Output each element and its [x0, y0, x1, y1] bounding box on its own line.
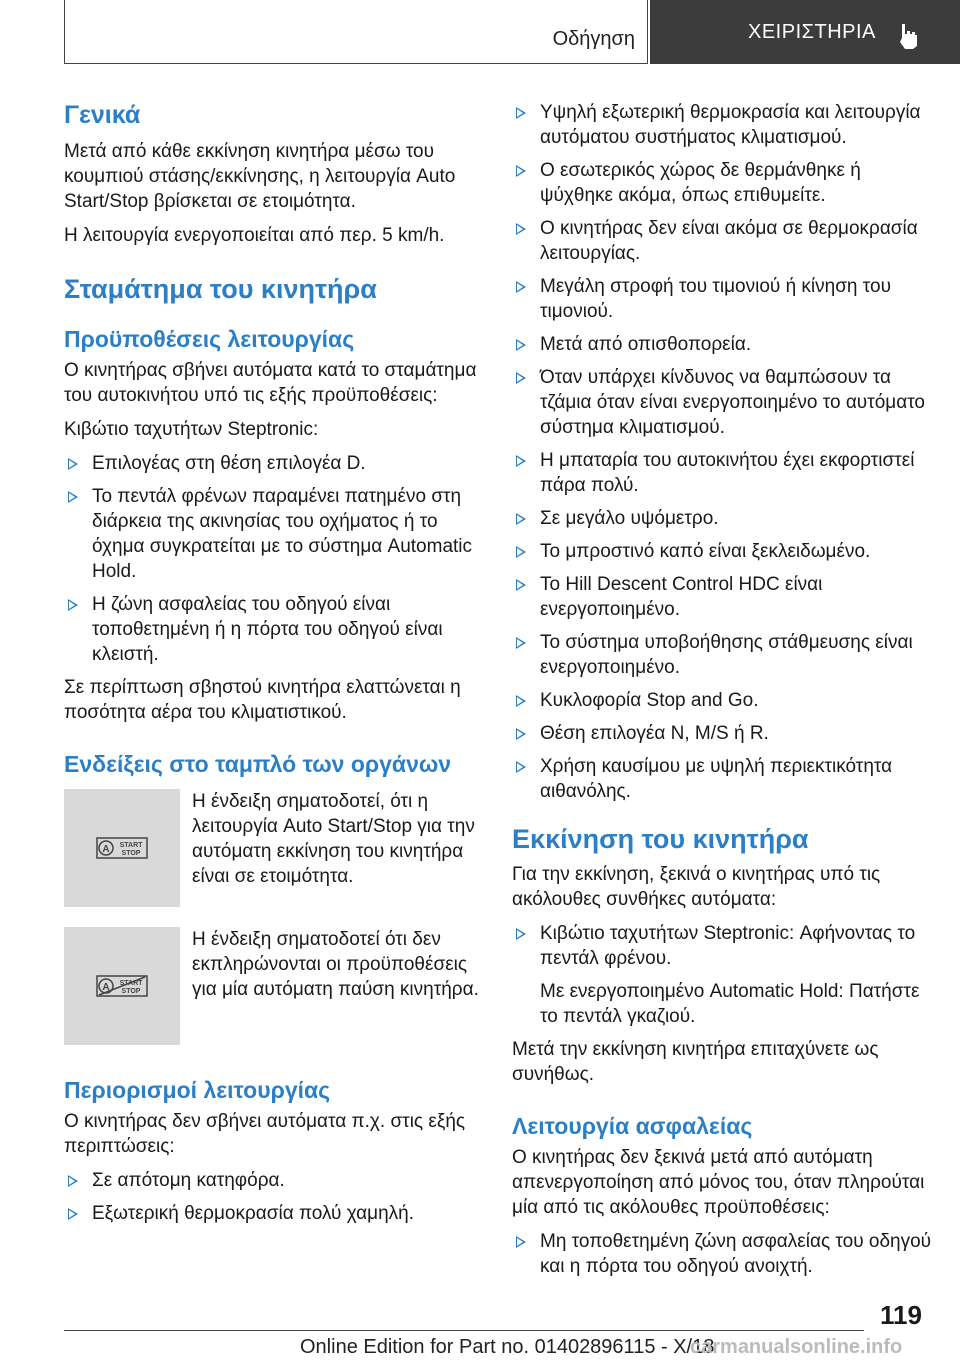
svg-text:STOP: STOP	[121, 850, 141, 857]
safety-heading: Λειτουργία ασφαλείας	[512, 1113, 753, 1139]
indicator-image	[64, 927, 180, 1045]
prereq-heading: Προϋποθέσεις λειτουργίας	[64, 326, 355, 352]
auto-start-stop-icon	[96, 837, 148, 859]
stop-heading: Σταμάτημα του κινητήρα	[64, 274, 377, 304]
indicator-not-available-text: Η ένδειξη σηματοδοτεί ότι δεν εκπληρώνονται οι προϋποθέσεις για μία αυτόματη παύση κινητήρα.	[192, 929, 479, 1000]
prereq-paragraph-2: Κιβώτιο ταχυτήτων Steptronic:	[64, 419, 319, 440]
list-item: Το Hill Descent Control HDC είναι ενεργοποιημένο.	[512, 572, 932, 622]
list-item: Σε απότομη κατηφόρα.	[64, 1168, 484, 1193]
limits-list-left	[64, 1168, 484, 1226]
limits-paragraph-1: Ο κινητήρας δεν σβήνει αυτόματα π.χ. στις εξής περιπτώσεις:	[64, 1111, 466, 1157]
list-item: Μεγάλη στροφή του τιμονιού ή κίνηση του τιμονιού.	[512, 274, 932, 324]
indicator-ready	[64, 789, 484, 907]
start-heading: Εκκίνηση του κινητήρα	[512, 824, 809, 854]
list-item: Το σύστημα υποβοήθησης στάθμευσης είναι ενεργοποιημένο.	[512, 630, 932, 680]
list-item: Χρήση καυσίμου με υψηλή περιεκτικότητα αιθανόλης.	[512, 754, 932, 804]
list-item: Θέση επιλογέα N, M/S ή R.	[512, 721, 932, 746]
list-item: Όταν υπάρχει κίνδυνος να θαμπώσουν τα τζάμια όταν είναι ενεργοποιημένο το αυτόματο σύστημα κλιματισμού.	[512, 365, 932, 440]
list-item: Υψηλή εξωτερική θερμοκρασία και λειτουργία αυτόματου συστήματος κλιματισμού.	[512, 100, 932, 150]
svg-text:START: START	[119, 980, 143, 987]
general-paragraph-2: Η λειτουργία ενεργοποιείται από περ. 5 km/h.	[64, 225, 445, 246]
prereq-paragraph-3: Σε περίπτωση σβηστού κινητήρα ελαττώνεται η ποσότητα αέρα του κλιματιστικού.	[64, 677, 461, 723]
list-item: Επιλογέας στη θέση επιλογέα D.	[64, 451, 484, 476]
list-item: Μη τοποθετημένη ζώνη ασφαλείας του οδηγού και η πόρτα του οδηγού ανοιχτή.	[512, 1229, 932, 1279]
right-column	[512, 100, 932, 1287]
indicator-image	[64, 789, 180, 907]
start-paragraph-1: Για την εκκίνηση, ξεκινά ο κινητήρας υπό τις ακόλουθες συνθήκες αυτόματα:	[512, 864, 881, 910]
svg-text:STOP: STOP	[121, 988, 141, 995]
start-list	[512, 921, 932, 971]
indicator-not-available	[64, 927, 484, 1045]
general-heading: Γενικά	[64, 101, 141, 129]
prereq-list	[64, 451, 484, 667]
header-section-title: Οδήγηση	[552, 28, 635, 50]
safety-paragraph-1: Ο κινητήρας δεν ξεκινά μετά από αυτόματη απενεργοποίηση από μόνος του, όταν πληρούται μία από τις ακόλουθες προϋποθέσεις:	[512, 1147, 925, 1218]
indicator-ready-text: Η ένδειξη σηματοδοτεί, ότι η λειτουργία Auto Start/Stop για την αυτόματη εκκίνηση του κινητήρα είναι σε ετοιμότητα.	[192, 791, 475, 887]
left-column	[64, 100, 484, 1234]
limits-list-right	[512, 100, 932, 804]
limits-heading: Περιορισμοί λειτουργίας	[64, 1077, 331, 1103]
list-item: Κυκλοφορία Stop and Go.	[512, 688, 932, 713]
header-chapter-title: ΧΕΙΡΙΣΤΗΡΙΑ	[748, 20, 876, 43]
list-item: Η ζώνη ασφαλείας του οδηγού είναι τοποθετημένη ή η πόρτα του οδηγού είναι κλειστή.	[64, 592, 484, 667]
list-item: Εξωτερική θερμοκρασία πολύ χαμηλή.	[64, 1201, 484, 1226]
list-item: Η μπαταρία του αυτοκινήτου έχει εκφορτιστεί πάρα πολύ.	[512, 448, 932, 498]
svg-text:START: START	[119, 842, 143, 849]
start-list-continuation: Με ενεργοποιημένο Automatic Hold: Πατήστε το πεντάλ γκαζιού.	[540, 981, 920, 1027]
start-paragraph-2: Μετά την εκκίνηση κινητήρα επιταχύνετε ως συνήθως.	[512, 1039, 879, 1085]
list-item: Το πεντάλ φρένων παραμένει πατημένο στη διάρκεια της ακινησίας του οχήματος ή το όχημα συγκρατείται με το σύστημα Automatic Hold.	[64, 484, 484, 584]
header-section-box	[64, 0, 648, 64]
header-chapter-tab	[650, 0, 960, 64]
list-item: Ο κινητήρας δεν είναι ακόμα σε θερμοκρασία λειτουργίας.	[512, 216, 932, 266]
general-paragraph-1: Μετά από κάθε εκκίνηση κινητήρα μέσω του κουμπιού στάσης/εκκίνησης, η λειτουργία Auto Start/Stop βρίσκεται σε ετοιμότητα.	[64, 141, 456, 212]
list-item: Κιβώτιο ταχυτήτων Steptronic: Αφήνοντας το πεντάλ φρένου.	[512, 921, 932, 971]
list-item: Ο εσωτερικός χώρος δε θερμάνθηκε ή ψύχθηκε ακόμα, όπως επιθυμείτε.	[512, 158, 932, 208]
svg-text:A: A	[102, 844, 110, 855]
list-item: Σε μεγάλο υψόμετρο.	[512, 506, 932, 531]
prereq-paragraph-1: Ο κινητήρας σβήνει αυτόματα κατά το σταμάτημα του αυτοκινήτου υπό τις εξής προϋποθέσεις:	[64, 360, 477, 406]
indicators-heading: Ενδείξεις στο ταμπλό των οργάνων	[64, 751, 452, 777]
hand-pointer-icon	[896, 22, 920, 50]
footer-watermark: carmanualsonline.info	[690, 1336, 903, 1358]
list-item: Το μπροστινό καπό είναι ξεκλειδωμένο.	[512, 539, 932, 564]
safety-list	[512, 1229, 932, 1279]
svg-text:A: A	[102, 982, 110, 993]
footer-edition: Online Edition for Part no. 01402896115 - X/18	[300, 1336, 715, 1358]
auto-start-stop-off-icon	[96, 975, 148, 997]
list-item: Μετά από οπισθοπορεία.	[512, 332, 932, 357]
page-number: 119	[880, 1300, 922, 1330]
footer-divider	[64, 1330, 864, 1331]
